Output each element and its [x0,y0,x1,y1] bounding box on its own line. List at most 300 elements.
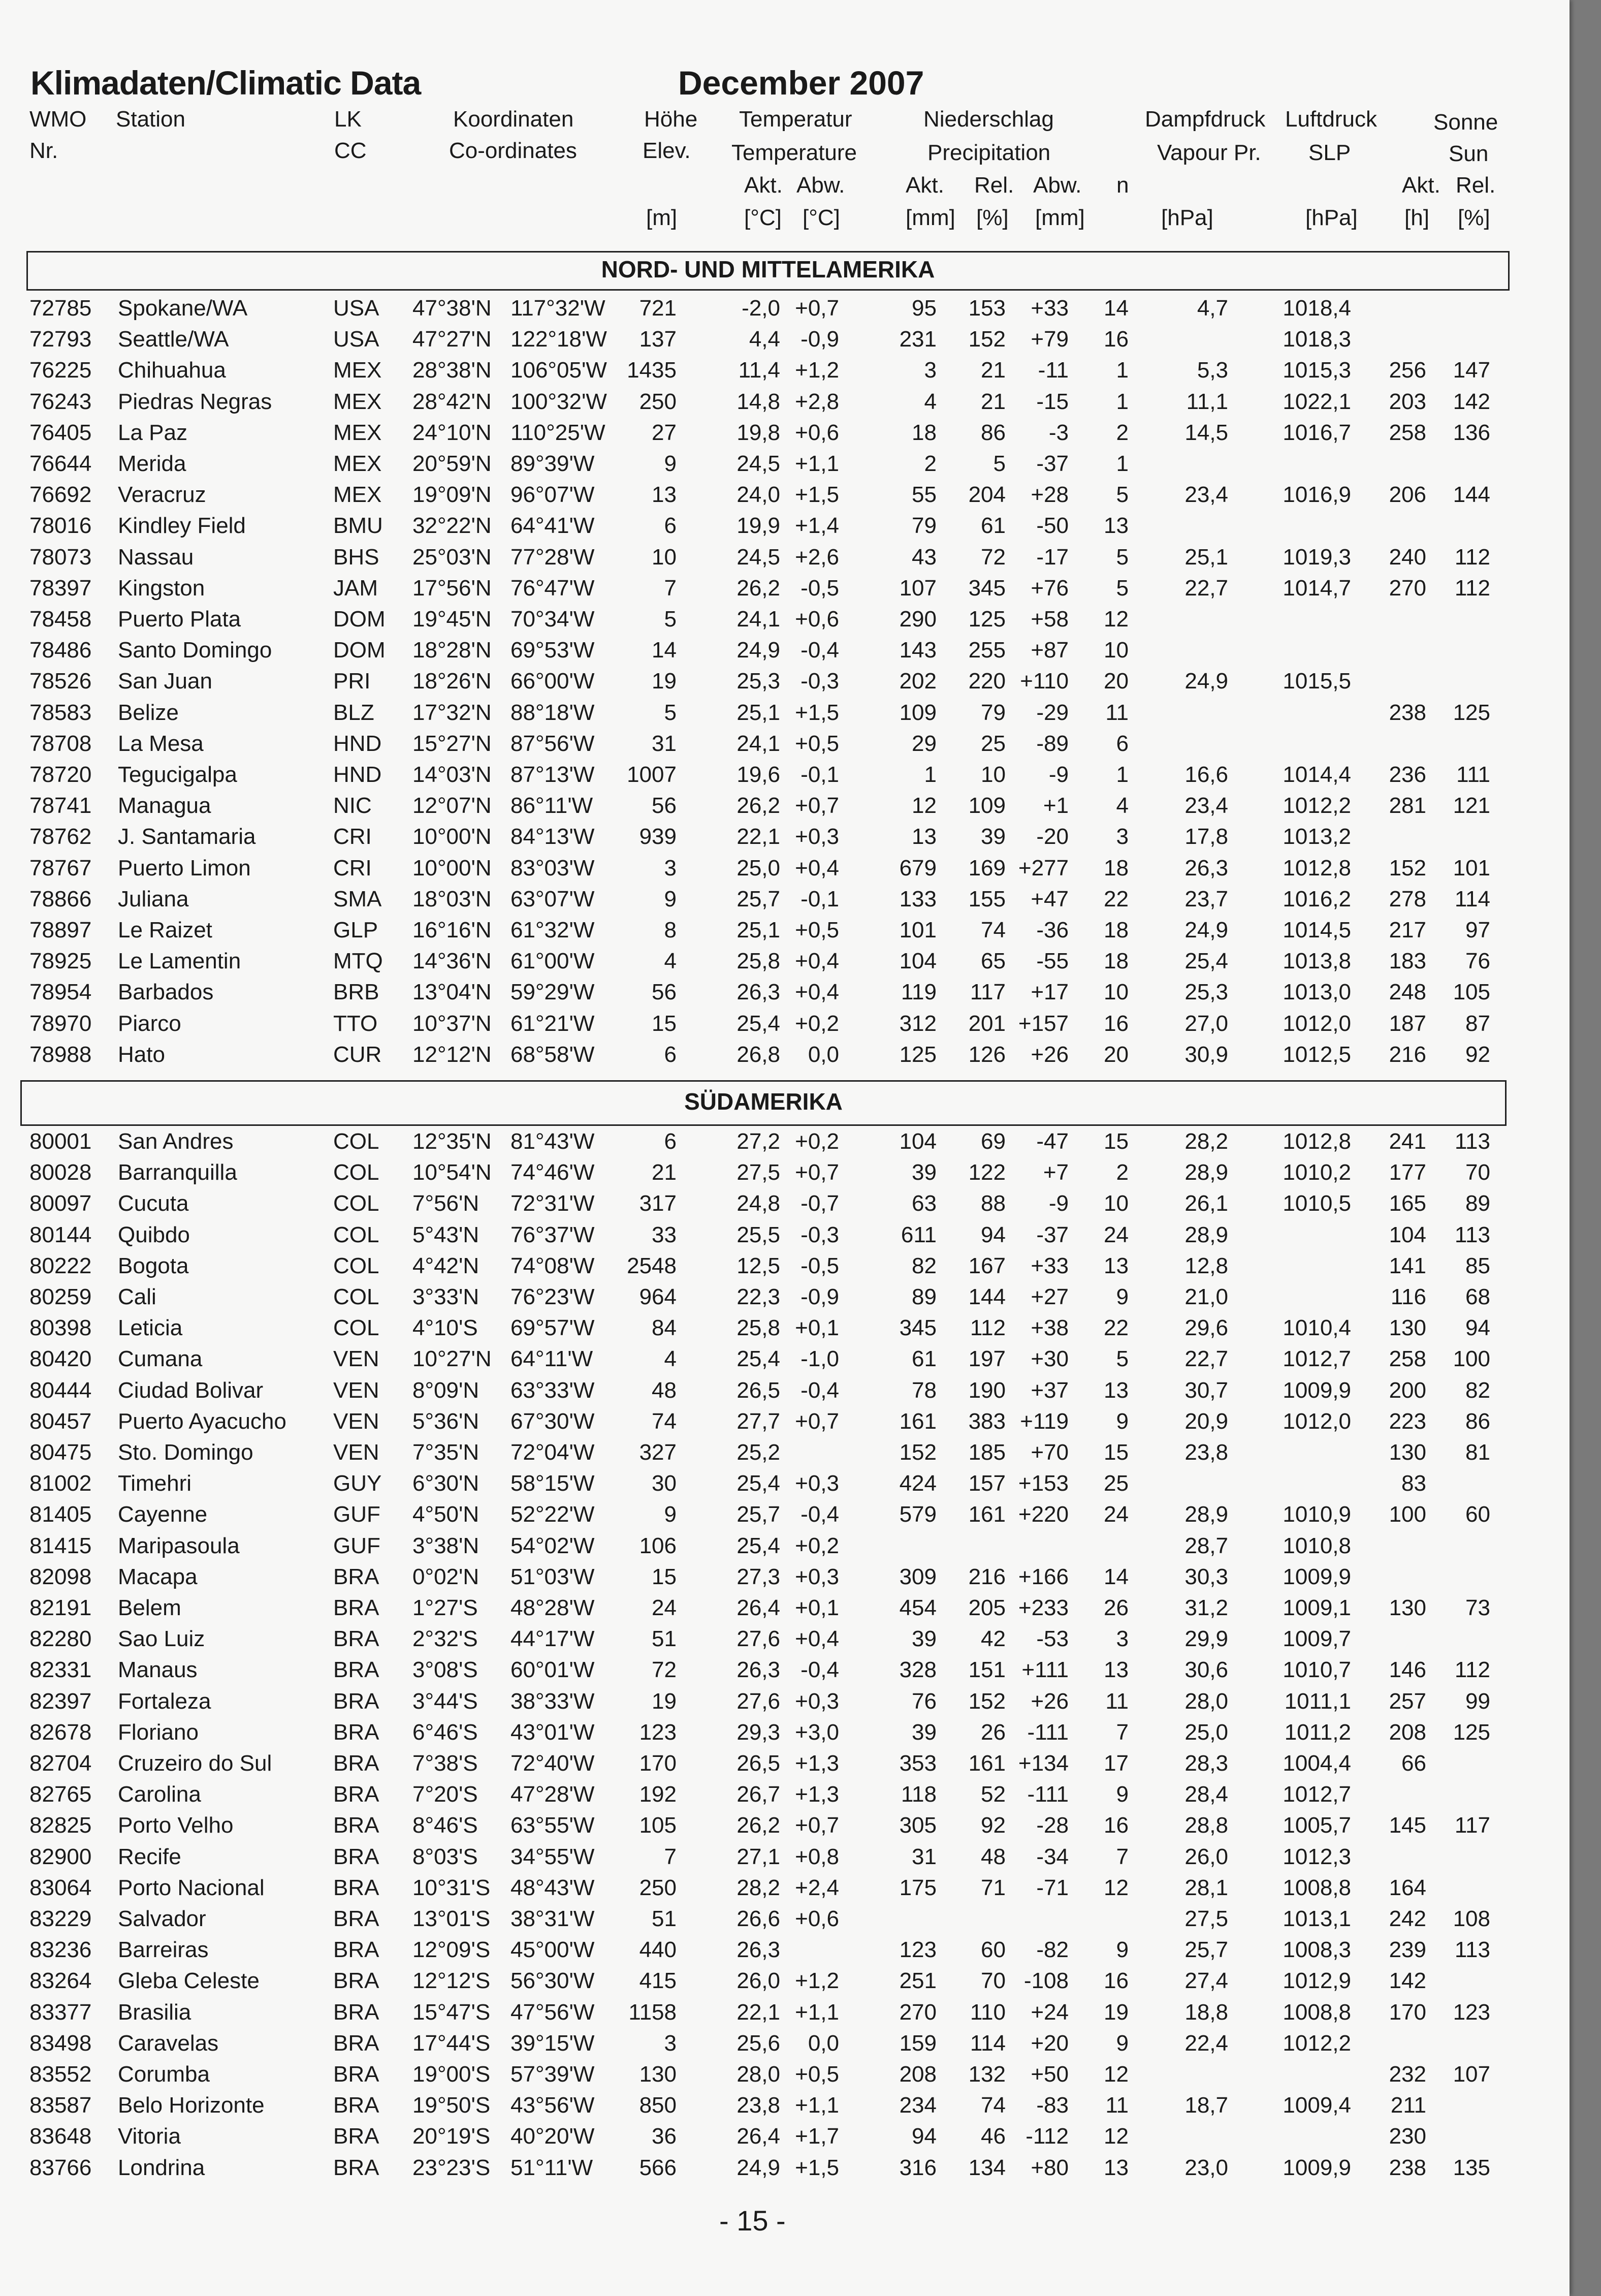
cell-t_akt: 4,4 [749,327,780,352]
table-row [0,1315,1570,1346]
cell-cc: VEN [333,1346,379,1372]
cell-t_abw: -1,0 [800,1346,839,1372]
cell-t_akt: 25,1 [737,700,780,725]
cell-s_akt: 238 [1389,700,1426,725]
cell-s_akt: 130 [1389,1595,1426,1620]
cell-slp: 1011,1 [1284,1688,1351,1714]
cell-station: Tegucigalpa [118,762,237,787]
cell-p_abw: +7 [1043,1160,1069,1185]
cell-lat: 18°26'N [412,669,492,694]
cell-lon: 43°01'W [510,1719,595,1745]
cell-elev: 566 [639,2155,677,2180]
cell-vapour: 24,9 [1184,918,1228,942]
cell-cc: TTO [333,1011,378,1036]
cell-vapour: 18,7 [1184,2093,1228,2118]
cell-vapour: 4,7 [1197,296,1228,321]
cell-t_abw: +0,3 [795,1471,839,1496]
cell-lon: 38°31'W [510,1906,595,1931]
cell-wmo: 80398 [29,1315,92,1341]
cell-lat: 13°04'N [412,980,492,1005]
cell-wmo: 78897 [29,918,92,942]
cell-slp: 1008,3 [1283,1937,1351,1963]
cell-p_akt: 202 [899,669,937,694]
cell-vapour: 28,7 [1184,1533,1228,1558]
cell-p_rel: 153 [968,296,1006,321]
cell-cc: BRA [333,1999,379,2025]
cell-cc: BRA [333,1564,379,1589]
cell-slp: 1005,7 [1283,1813,1351,1838]
cell-t_akt: 22,1 [737,1999,780,2025]
cell-p_akt: 123 [899,1937,937,1963]
cell-p_akt: 61 [912,1346,937,1372]
cell-lat: 6°46'S [412,1719,478,1745]
cell-p_abw: +28 [1031,482,1069,508]
cell-n: 1 [1116,389,1129,414]
cell-lat: 28°42'N [412,389,492,414]
cell-p_akt: 328 [899,1657,937,1683]
cell-cc: BRA [333,1937,379,1963]
cell-station: Cucuta [118,1191,189,1216]
cell-station: Sao Luiz [118,1626,205,1652]
cell-t_abw: +0,2 [795,1011,839,1036]
cell-p_akt: 18 [912,420,937,445]
cell-station: Carolina [118,1782,201,1807]
cell-s_rel: 117 [1454,1813,1490,1838]
cell-p_akt: 3 [924,358,937,383]
cell-cc: VEN [333,1408,379,1434]
cell-lon: 76°37'W [510,1222,595,1247]
cell-p_akt: 63 [912,1191,937,1216]
cell-n: 18 [1104,949,1129,974]
cell-p_akt: 39 [912,1160,937,1185]
cell-p_rel: 65 [981,949,1006,974]
cell-station: Piedras Negras [118,389,272,414]
cell-s_rel: 99 [1465,1688,1490,1714]
section-title: SÜDAMERIKA [684,1088,843,1115]
cell-station: Floriano [118,1719,199,1745]
cell-s_akt: 242 [1389,1906,1426,1931]
cell-station: Barranquilla [118,1160,237,1185]
cell-n: 6 [1116,731,1129,756]
cell-s_rel: 86 [1465,1408,1490,1434]
cell-p_abw: +79 [1031,327,1069,352]
cell-vapour: 28,2 [1184,1129,1228,1154]
cell-station: Seattle/WA [118,327,229,352]
table-row [0,1564,1570,1595]
cell-p_abw: +33 [1031,296,1069,321]
cell-cc: USA [333,327,379,352]
cell-station: Salvador [118,1906,206,1931]
cell-p_rel: 74 [981,918,1006,942]
table-row [0,1378,1570,1409]
cell-n: 25 [1104,1471,1129,1496]
cell-lon: 39°15'W [510,2030,595,2056]
cell-lat: 6°30'N [412,1471,479,1496]
cell-vapour: 28,3 [1184,1751,1228,1776]
cell-cc: VEN [333,1377,379,1403]
cell-t_akt: 27,5 [737,1160,780,1185]
cell-slp: 1009,9 [1283,2155,1351,2180]
cell-p_akt: 82 [912,1253,937,1278]
cell-elev: 9 [664,886,677,911]
cell-wmo: 82331 [29,1657,92,1683]
cell-p_abw: -17 [1036,544,1069,570]
table-row [0,638,1570,669]
cell-wmo: 81002 [29,1471,92,1496]
cell-s_akt: 241 [1389,1129,1426,1154]
cell-lat: 14°36'N [412,949,492,974]
cell-elev: 9 [664,451,677,476]
cell-elev: 27 [652,420,677,445]
cell-lon: 61°00'W [510,949,595,974]
cell-p_abw: +157 [1018,1011,1069,1036]
cell-p_akt: 79 [912,513,937,539]
cell-s_rel: 81 [1465,1440,1490,1465]
cell-cc: COL [333,1129,379,1154]
cell-wmo: 78708 [29,731,92,756]
cell-elev: 48 [652,1377,677,1403]
cell-lon: 122°18'W [510,327,607,352]
table-row [0,887,1570,918]
cell-wmo: 76243 [29,389,92,414]
cell-elev: 56 [652,980,677,1005]
cell-elev: 10 [652,544,677,570]
header-unit-mm-akt: [mm] [906,205,955,230]
cell-cc: BRA [333,1595,379,1620]
cell-s_akt: 200 [1389,1377,1426,1403]
cell-elev: 1435 [627,358,677,383]
cell-t_abw: +0,3 [795,1564,839,1589]
cell-t_abw: +0,2 [795,1129,839,1154]
cell-vapour: 18,8 [1184,1999,1228,2025]
cell-station: Barbados [118,980,214,1005]
cell-s_rel: 112 [1454,575,1490,601]
cell-wmo: 78526 [29,669,92,694]
cell-wmo: 78767 [29,855,92,880]
cell-p_akt: 109 [899,700,937,725]
cell-lon: 63°07'W [510,886,595,911]
cell-slp: 1012,3 [1283,1844,1351,1869]
cell-t_akt: 26,7 [737,1782,780,1807]
cell-n: 10 [1104,1191,1129,1216]
cell-p_rel: 345 [968,575,1006,601]
cell-n: 13 [1104,1657,1129,1683]
cell-lon: 83°03'W [510,855,595,880]
cell-p_akt: 234 [899,2093,937,2118]
cell-t_abw: -0,9 [800,327,839,352]
table-row [0,1720,1570,1751]
cell-vapour: 16,6 [1184,762,1228,787]
cell-p_rel: 169 [968,855,1006,880]
cell-p_akt: 104 [899,949,937,974]
cell-p_abw: +111 [1021,1657,1069,1683]
cell-station: Belize [118,700,179,725]
cell-t_abw: -0,3 [800,1222,839,1247]
table-row [0,420,1570,451]
header-nr: Nr. [29,138,58,163]
cell-p_akt: 309 [899,1564,937,1589]
cell-n: 16 [1104,1011,1129,1036]
cell-wmo: 83064 [29,1875,92,1900]
cell-n: 2 [1116,1160,1129,1185]
cell-p_rel: 42 [981,1626,1006,1652]
cell-p_akt: 159 [899,2030,937,2056]
cell-p_akt: 95 [912,296,937,321]
cell-lon: 61°32'W [510,918,595,942]
cell-p_abw: +33 [1031,1253,1069,1278]
cell-lat: 10°31'S [412,1875,491,1900]
cell-p_akt: 118 [901,1782,937,1807]
cell-wmo: 72785 [29,296,92,321]
cell-station: Vitoria [118,2124,181,2149]
cell-wmo: 81405 [29,1502,92,1527]
cell-elev: 51 [652,1906,677,1931]
cell-p_akt: 125 [899,1042,937,1067]
cell-elev: 192 [639,1782,677,1807]
cell-slp: 1009,1 [1283,1595,1351,1620]
table-row [0,1844,1570,1875]
cell-slp: 1016,7 [1283,420,1351,445]
cell-vapour: 14,5 [1184,420,1228,445]
cell-station: San Andres [118,1129,234,1154]
cell-t_akt: 19,8 [737,420,780,445]
table-row [0,358,1570,389]
cell-t_abw: +1,1 [795,2093,839,2118]
cell-p_rel: 71 [981,1875,1006,1900]
cell-s_akt: 258 [1389,420,1426,445]
table-row [0,1346,1570,1377]
cell-lat: 20°19'S [412,2124,491,2149]
cell-lat: 17°32'N [412,700,492,725]
cell-cc: BRA [333,2155,379,2180]
cell-t_akt: 24,1 [737,731,780,756]
cell-t_abw: +1,2 [795,358,839,383]
cell-p_abw: -89 [1036,731,1069,756]
cell-wmo: 83377 [29,1999,92,2025]
cell-p_abw: +38 [1031,1315,1069,1341]
cell-wmo: 80144 [29,1222,92,1247]
cell-s_rel: 70 [1465,1160,1490,1185]
cell-t_akt: 19,9 [737,513,780,539]
cell-lat: 12°09'S [412,1937,491,1963]
cell-p_rel: 134 [968,2155,1006,2180]
cell-p_akt: 161 [899,1408,937,1434]
cell-wmo: 76225 [29,358,92,383]
header-temp: Temperatur [739,107,852,132]
cell-vapour: 23,0 [1184,2155,1228,2180]
cell-s_rel: 113 [1454,1937,1490,1963]
cell-lat: 7°38'S [412,1751,478,1776]
cell-n: 10 [1104,638,1129,663]
cell-p_akt: 454 [899,1595,937,1620]
cell-t_abw: +2,6 [795,544,839,570]
cell-n: 20 [1104,1042,1129,1067]
cell-p_abw: -11 [1038,358,1069,383]
cell-p_akt: 305 [899,1813,937,1838]
cell-lat: 10°00'N [412,824,492,850]
cell-cc: MEX [333,420,382,445]
cell-n: 18 [1104,918,1129,942]
cell-p_rel: 167 [968,1253,1006,1278]
cell-n: 14 [1104,296,1129,321]
cell-station: Managua [118,793,211,819]
cell-s_akt: 83 [1401,1471,1426,1496]
cell-p_akt: 152 [899,1440,937,1465]
cell-p_akt: 107 [899,575,937,601]
cell-t_akt: 24,9 [737,2155,780,2180]
cell-n: 16 [1104,1968,1129,1994]
cell-lon: 58°15'W [510,1471,595,1496]
cell-lat: 7°56'N [412,1191,479,1216]
header-station: Station [116,107,185,132]
cell-t_akt: 27,6 [737,1626,780,1652]
table-row [0,1284,1570,1315]
cell-wmo: 78073 [29,544,92,570]
cell-wmo: 76405 [29,420,92,445]
cell-p_abw: +134 [1018,1751,1069,1776]
table-row [0,2155,1570,2186]
cell-s_akt: 152 [1389,855,1426,880]
cell-cc: BRB [333,980,379,1005]
cell-elev: 130 [639,2062,677,2087]
cell-p_rel: 117 [970,980,1006,1005]
cell-elev: 2548 [627,1253,677,1278]
cell-lon: 77°28'W [510,544,595,570]
cell-p_rel: 125 [968,607,1006,632]
cell-p_rel: 61 [981,513,1006,539]
cell-p_rel: 94 [981,1222,1006,1247]
cell-elev: 21 [652,1160,677,1185]
cell-station: Cayenne [118,1502,208,1527]
cell-t_abw: +0,5 [795,731,839,756]
cell-n: 12 [1104,2124,1129,2149]
cell-cc: CRI [333,824,372,850]
cell-t_akt: 19,6 [737,762,780,787]
table-row [0,1689,1570,1720]
cell-p_abw: -71 [1036,1875,1069,1900]
cell-n: 4 [1116,793,1129,819]
cell-s_akt: 257 [1389,1688,1426,1714]
cell-t_abw: +0,1 [795,1315,839,1341]
cell-p_abw: -111 [1027,1782,1069,1807]
cell-p_abw: -111 [1027,1719,1069,1745]
header-precip-rel: Rel. [974,173,1014,198]
cell-lon: 63°55'W [510,1813,595,1838]
cell-p_akt: 175 [899,1875,937,1900]
cell-wmo: 80444 [29,1377,92,1403]
cell-lon: 51°03'W [510,1564,595,1589]
cell-t_abw: +1,5 [795,482,839,508]
cell-elev: 4 [664,949,677,974]
cell-vapour: 28,9 [1184,1502,1228,1527]
cell-lat: 12°12'S [412,1968,491,1994]
cell-vapour: 30,7 [1184,1377,1228,1403]
cell-p_abw: -36 [1036,918,1069,942]
cell-wmo: 72793 [29,327,92,352]
cell-lat: 7°35'N [412,1440,479,1465]
cell-n: 19 [1104,1999,1129,2025]
cell-elev: 19 [652,1688,677,1714]
cell-vapour: 25,3 [1184,980,1228,1005]
cell-lon: 72°04'W [510,1440,595,1465]
cell-station: Le Raizet [118,918,212,942]
cell-vapour: 28,4 [1184,1782,1228,1807]
cell-s_akt: 141 [1389,1253,1426,1278]
cell-station: Puerto Limon [118,855,251,880]
table-row [0,1595,1570,1626]
cell-station: Santo Domingo [118,638,272,663]
cell-t_akt: 24,1 [737,607,780,632]
table-row [0,1042,1570,1073]
table-row [0,2062,1570,2093]
cell-vapour: 23,8 [1184,1440,1228,1465]
cell-n: 11 [1105,1688,1129,1714]
cell-vapour: 28,9 [1184,1160,1228,1185]
cell-elev: 964 [639,1284,677,1309]
cell-t_akt: 27,3 [737,1564,780,1589]
cell-t_abw: -0,4 [800,1502,839,1527]
cell-n: 1 [1116,762,1129,787]
header-temp-akt: Akt. [744,173,783,198]
cell-elev: 56 [652,793,677,819]
cell-lat: 20°59'N [412,451,492,476]
cell-wmo: 83236 [29,1937,92,1963]
cell-lat: 15°47'S [412,1999,491,2025]
cell-s_akt: 165 [1389,1191,1426,1216]
cell-cc: NIC [333,793,372,819]
table-row [0,1011,1570,1042]
cell-n: 12 [1104,607,1129,632]
cell-p_abw: -55 [1036,949,1069,974]
cell-station: Maripasoula [118,1533,240,1558]
cell-cc: BRA [333,1875,379,1900]
cell-t_abw: +0,6 [795,1906,839,1931]
cell-s_rel: 111 [1456,762,1490,787]
cell-n: 9 [1116,1937,1129,1963]
cell-s_rel: 89 [1465,1191,1490,1216]
cell-wmo: 78720 [29,762,92,787]
header-unit-hpa-vapour: [hPa] [1161,205,1213,230]
cell-s_akt: 100 [1389,1502,1426,1527]
cell-t_akt: 22,1 [737,824,780,850]
table-row [0,1222,1570,1253]
table-row [0,1471,1570,1502]
cell-p_akt: 78 [912,1377,937,1403]
cell-station: Hato [118,1042,165,1067]
cell-p_abw: -9 [1048,762,1069,787]
cell-station: Porto Nacional [118,1875,265,1900]
cell-t_abw: +1,4 [795,513,839,539]
cell-s_akt: 230 [1389,2124,1426,2149]
cell-station: Nassau [118,544,194,570]
cell-elev: 9 [664,1502,677,1527]
cell-lon: 57°39'W [510,2062,595,2087]
cell-lat: 18°03'N [412,886,492,911]
cell-elev: 51 [652,1626,677,1652]
cell-s_akt: 216 [1389,1042,1426,1067]
cell-lat: 4°10'S [412,1315,478,1341]
cell-wmo: 78397 [29,575,92,601]
table-row [0,1657,1570,1688]
cell-lat: 3°44'S [412,1688,478,1714]
cell-p_akt: 12 [912,793,937,819]
cell-p_rel: 46 [981,2124,1006,2149]
cell-lat: 14°03'N [412,762,492,787]
cell-t_akt: 25,5 [737,1222,780,1247]
cell-p_abw: +70 [1031,1440,1069,1465]
cell-n: 5 [1116,1346,1129,1372]
cell-station: Quibdo [118,1222,190,1247]
